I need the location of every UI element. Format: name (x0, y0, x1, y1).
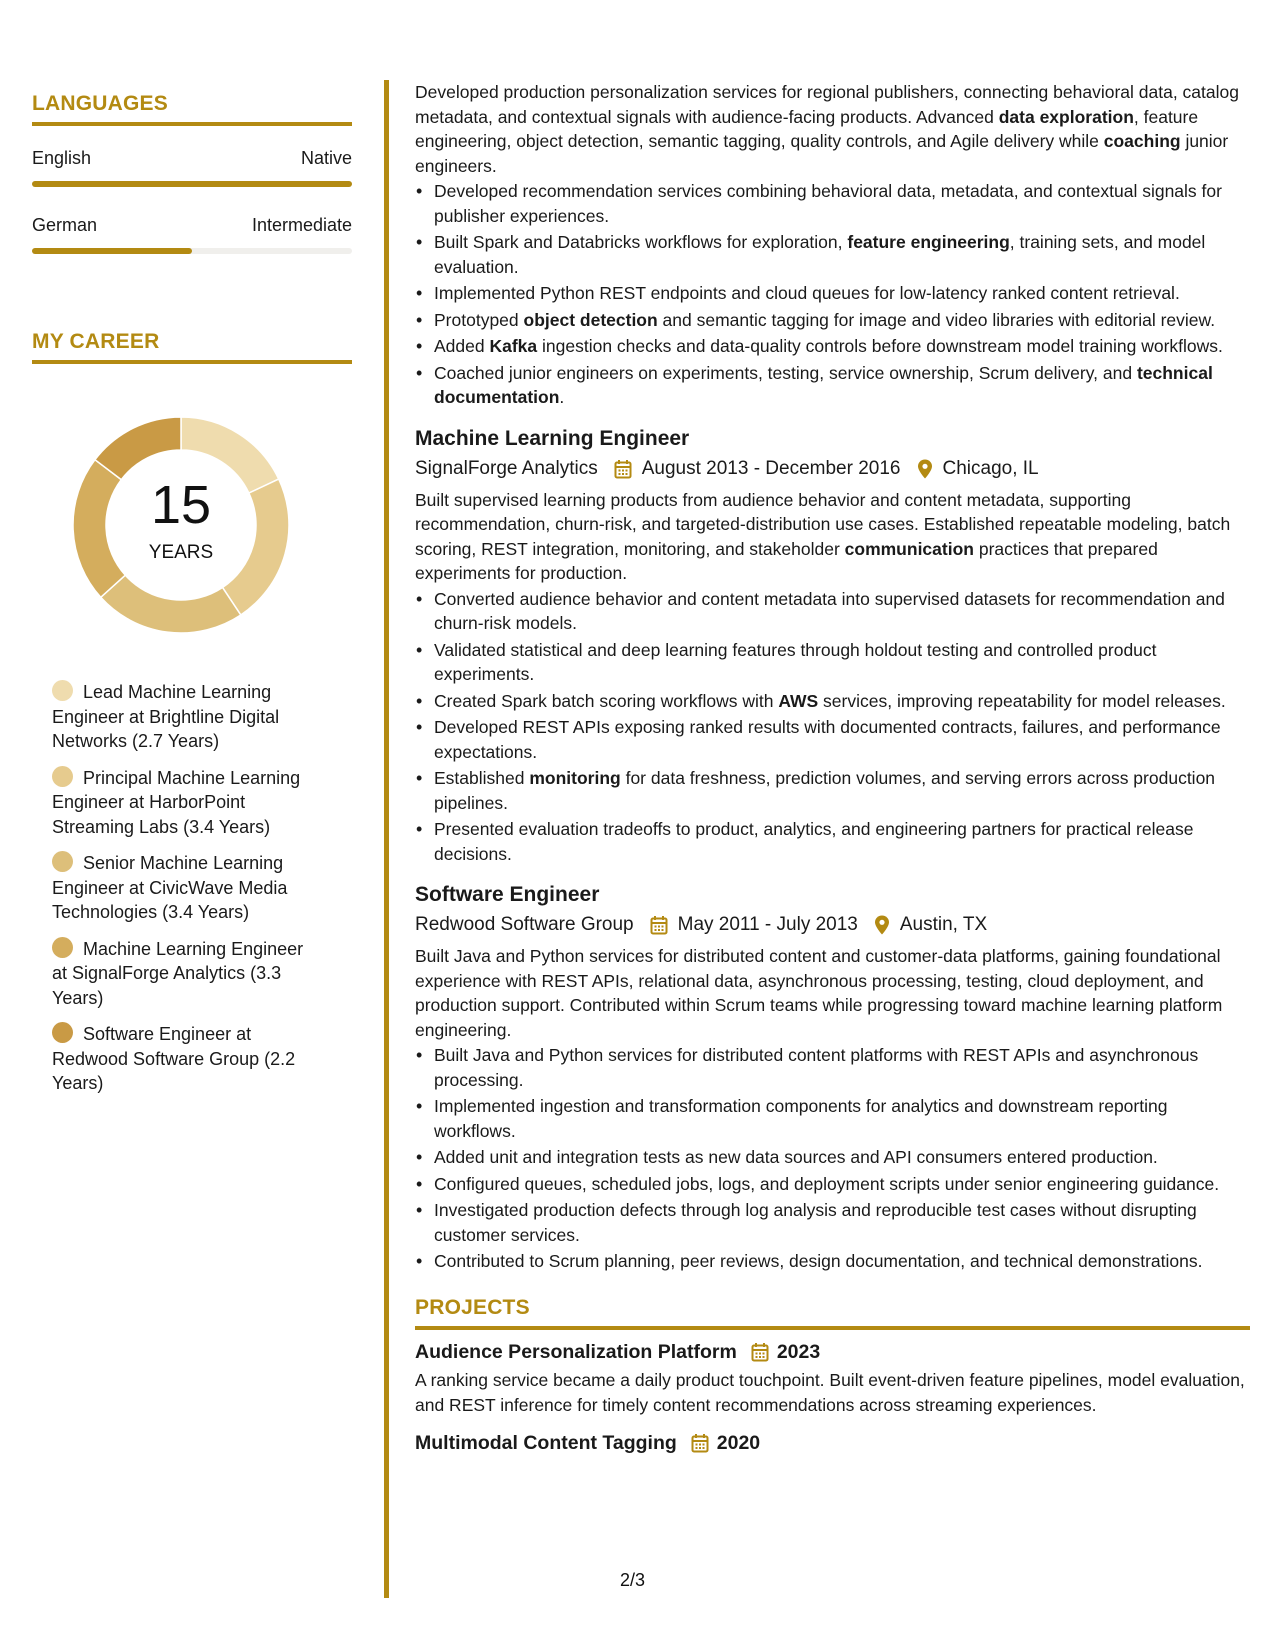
job-bullet: • Built Java and Python services for distributed content platforms with REST APIs and asynchronous processing. (415, 1043, 1250, 1092)
map-pin-icon (917, 459, 933, 479)
job-bullet: • Coached junior engineers on experiments, testing, service ownership, Scrum delivery, and technical documentation. (415, 361, 1250, 410)
project-year: 2023 (776, 1341, 821, 1363)
legend-dot-icon (52, 851, 73, 872)
job-location: Chicago, IL (942, 457, 1039, 479)
career-section (32, 330, 352, 1096)
career-donut-segment (95, 417, 181, 480)
calendar-icon (614, 459, 632, 479)
job-title: Machine Learning Engineer (415, 426, 690, 450)
legend-dot-icon (52, 937, 73, 958)
career-rule (32, 360, 352, 364)
job-company: SignalForge Analytics (415, 457, 598, 479)
career-legend-label: Machine Learning Engineer at SignalForge Analytics (3.3 Years) (52, 938, 304, 1008)
job-bullet: • Configured queues, scheduled jobs, logs, and deployment scripts under senior engineering guidance. (415, 1172, 1250, 1197)
career-legend-item (52, 851, 322, 925)
language-item (32, 215, 352, 236)
job-dates: May 2011 - July 2013 (677, 914, 858, 935)
projects-rule (415, 1326, 1250, 1330)
career-donut-chart (66, 410, 296, 640)
job-entry (415, 80, 1250, 410)
job-location: Austin, TX (899, 914, 988, 935)
sidebar (32, 92, 352, 1108)
language-proficiency-fill (32, 181, 352, 187)
language-level: Intermediate (251, 215, 352, 235)
job-title: Software Engineer (415, 883, 600, 906)
job-bullet: • Prototyped object detection and semantic tagging for image and video libraries with editorial review. (415, 308, 1250, 333)
career-donut-segment (101, 575, 241, 633)
languages-rule (32, 122, 352, 126)
job-bullet: • Implemented ingestion and transformation components for analytics and downstream reporting workflows. (415, 1094, 1250, 1143)
job-bullet: • Contributed to Scrum planning, peer reviews, design documentation, and technical demonstrations. (415, 1249, 1250, 1274)
language-name: German (32, 215, 98, 235)
calendar-icon (751, 1342, 769, 1362)
job-summary: Built Java and Python services for distributed content and customer-data platforms, gaining foundational experience with REST APIs, relational data, asynchronous processing, testing, cloud deployment, and production support. Contributed within Scrum teams while progressing toward machine learning platform engineering. (415, 946, 1223, 1040)
project-name: Audience Personalization Platform (415, 1341, 737, 1363)
project-year: 2020 (716, 1432, 761, 1454)
job-entry (415, 880, 1250, 1274)
projects-heading: PROJECTS (415, 1295, 530, 1319)
career-total-unit: YEARS (148, 542, 214, 563)
job-bullet: • Implemented Python REST endpoints and cloud queues for low-latency ranked content retrieval. (415, 281, 1250, 306)
job-bullet: • Created Spark batch scoring workflows with AWS services, improving repeatability for model releases. (415, 689, 1250, 714)
career-legend (52, 680, 322, 1096)
language-name: English (32, 148, 92, 168)
job-company: Redwood Software Group (415, 914, 634, 935)
project-header (415, 1429, 1250, 1457)
calendar-icon (691, 1433, 709, 1453)
career-legend-item (52, 937, 322, 1011)
job-bullet: • Developed REST APIs exposing ranked results with documented contracts, failures, and performance expectations. (415, 715, 1250, 764)
legend-dot-icon (52, 766, 73, 787)
job-dates: August 2013 - December 2016 (641, 457, 901, 479)
career-heading: MY CAREER (32, 330, 160, 353)
career-legend-label: Principal Machine Learning Engineer at HarborPoint Streaming Labs (3.4 Years) (52, 767, 301, 837)
project-header (415, 1338, 1250, 1366)
map-pin-icon (874, 915, 890, 935)
career-legend-label: Lead Machine Learning Engineer at Brightline Digital Networks (2.7 Years) (52, 682, 280, 751)
job-bullet: • Converted audience behavior and content metadata into supervised datasets for recommendation and churn-risk models. (415, 587, 1250, 636)
calendar-icon (650, 915, 668, 935)
career-legend-item (52, 680, 322, 754)
job-bullet: • Validated statistical and deep learning features through holdout testing and controlled product experiments. (415, 638, 1250, 687)
language-proficiency-fill (32, 248, 192, 254)
language-proficiency-bar (32, 181, 352, 187)
job-bullet: • Added Kafka ingestion checks and data-quality controls before downstream model training workflows. (415, 334, 1250, 359)
job-summary: Built supervised learning products from audience behavior and content metadata, supporting recommendation, churn-risk, and targeted-distribution use cases. Established repeatable modeling, batch scoring, REST integration, monitoring, and stakeholder communication practices that prepared experiments for production. (415, 489, 1231, 583)
languages-heading: LANGUAGES (32, 92, 168, 115)
legend-dot-icon (52, 1022, 73, 1043)
career-legend-label: Software Engineer at Redwood Software Group (2.2 Years) (52, 1024, 296, 1093)
project-name: Multimodal Content Tagging (415, 1432, 677, 1454)
career-legend-item (52, 1022, 322, 1096)
legend-dot-icon (52, 680, 73, 701)
column-divider (384, 80, 389, 1598)
experience-column (415, 80, 1250, 1457)
language-level: Native (300, 148, 352, 168)
page-number: 2/3 (620, 1570, 646, 1590)
job-bullet: • Investigated production defects through log analysis and reproducible test cases without disrupting customer services. (415, 1198, 1250, 1247)
job-bullets (415, 587, 1250, 867)
job-meta (415, 454, 1250, 484)
language-item (32, 148, 352, 169)
job-bullet: • Developed recommendation services combining behavioral data, metadata, and contextual signals for publisher experiences. (415, 179, 1250, 228)
job-bullet: • Presented evaluation tradeoffs to product, analytics, and engineering partners for practical release decisions. (415, 817, 1250, 866)
job-meta (415, 910, 1250, 940)
career-legend-label: Senior Machine Learning Engineer at CivicWave Media Technologies (3.4 Years) (52, 853, 288, 922)
language-proficiency-bar (32, 248, 352, 254)
projects-section (415, 1296, 1250, 1458)
job-bullets (415, 1043, 1250, 1274)
languages-section (32, 92, 352, 254)
career-legend-item (52, 766, 322, 840)
job-entry (415, 424, 1250, 867)
job-bullets (415, 179, 1250, 410)
career-total-years: 15 (150, 475, 212, 535)
job-bullet: • Built Spark and Databricks workflows for exploration, feature engineering, training sets, and model evaluation. (415, 230, 1250, 279)
project-description: A ranking service became a daily product touchpoint. Built event-driven feature pipelines, model evaluation, and REST inference for timely content recommendations across streaming experiences. (415, 1370, 1245, 1415)
job-bullet: • Added unit and integration tests as new data sources and API consumers entered production. (415, 1145, 1250, 1170)
job-bullet: • Established monitoring for data freshness, prediction volumes, and serving errors across production pipelines. (415, 766, 1250, 815)
job-summary: Developed production personalization services for regional publishers, connecting behavioral data, catalog metadata, and contextual signals with audience-facing products. Advanced data exploration, feature engineering, object detection, semantic tagging, quality controls, and Agile delivery while coaching junior engineers. (415, 82, 1239, 176)
